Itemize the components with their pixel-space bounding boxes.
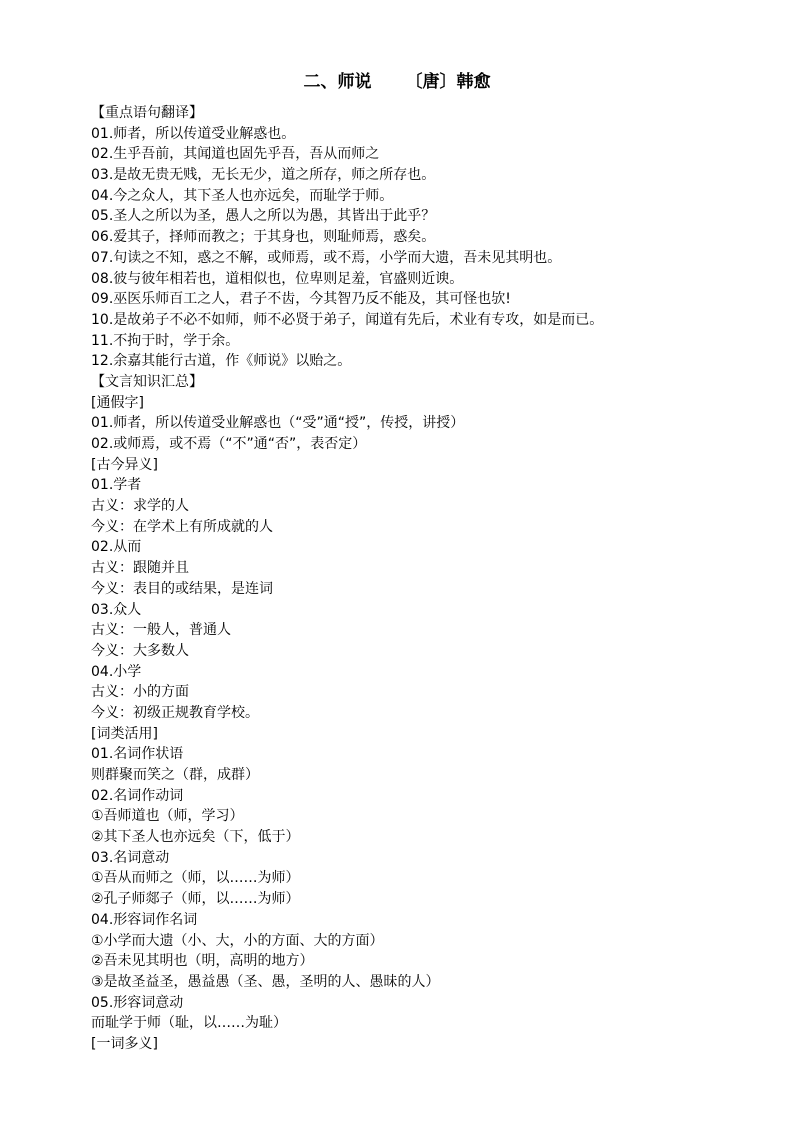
text-line: 01.学者 — [91, 477, 142, 494]
text-line: 04.形容词作名词 — [91, 911, 198, 928]
text-line: 03.众人 — [91, 601, 142, 618]
text-line: 04.今之众人，其下圣人也亦远矣，而耻学于师。 — [91, 187, 394, 204]
text-line: 01.师者，所以传道受业解惑也。 — [91, 125, 296, 142]
text-line: ②其下圣人也亦远矣（下，低于） — [91, 829, 300, 846]
text-line: ②吾未见其明也（明，高明的地方） — [91, 953, 314, 970]
text-line: 【重点语句翻译】 — [91, 105, 203, 121]
text-line: 11.不拘于时，学于余。 — [91, 332, 240, 349]
text-line: 02.或师焉，或不焉（“不”通“否”，表否定） — [91, 436, 367, 452]
text-line: [古今异义] — [91, 456, 158, 473]
text-line: 今义：初级正规教育学校。 — [91, 704, 259, 721]
text-line: ①吾师道也（师，学习） — [91, 808, 244, 825]
text-line: 古义：小的方面 — [91, 684, 189, 701]
text-line: [通假字] — [91, 394, 144, 411]
text-line: 今义：表目的或结果，是连词 — [91, 580, 273, 597]
text-line: ②孔子师郯子（师，以……为师） — [91, 891, 300, 908]
document-body — [91, 103, 731, 1055]
text-line: 古义：跟随并且 — [91, 560, 189, 577]
page-title — [0, 70, 794, 94]
text-line: ③是故圣益圣，愚益愚（圣、愚，圣明的人、愚昧的人） — [91, 973, 440, 990]
text-line: 02.生乎吾前，其闻道也固先乎吾，吾从而师之 — [91, 146, 380, 163]
text-line: 01.名词作状语 — [91, 746, 184, 763]
text-line: [词类活用] — [91, 725, 158, 742]
text-line: 04.小学 — [91, 663, 142, 680]
text-line: 古义：求学的人 — [91, 498, 189, 515]
text-line: 03.名词意动 — [91, 849, 170, 866]
text-line: 则群聚而笑之（群，成群） — [91, 767, 259, 783]
text-line: 01.师者，所以传道受业解惑也（“受”通“授”，传授，讲授） — [91, 415, 465, 432]
text-line: 06.爱其子，择师而教之；于其身也，则耻师焉，惑矣。 — [91, 229, 436, 246]
text-line: 【文言知识汇总】 — [91, 373, 203, 390]
title-main: 二、师说 — [303, 72, 372, 92]
text-line: 古义：一般人，普通人 — [91, 622, 231, 639]
text-line: 05.形容词意动 — [91, 994, 184, 1011]
text-line: 07.句读之不知，惑之不解，或师焉，或不焉，小学而大遗，吾未见其明也。 — [91, 249, 562, 266]
text-line: 今义：在学术上有所成就的人 — [91, 518, 273, 535]
text-line: 12.余嘉其能行古道，作《师说》以贻之。 — [91, 353, 352, 370]
text-line: 05.圣人之所以为圣，愚人之所以为愚，其皆出于此乎？ — [91, 208, 436, 225]
text-line: ①小学而大遗（小、大，小的方面、大的方面） — [91, 932, 384, 949]
text-line: 09.巫医乐师百工之人，君子不齿，今其智乃反不能及，其可怪也欤! — [91, 291, 511, 308]
title-author: 〔唐〕韩愈 — [405, 72, 491, 92]
text-line: 而耻学于师（耻，以……为耻） — [91, 1015, 287, 1032]
text-line: 10.是故弟子不必不如师，师不必贤于弟子，闻道有先后，术业有专攻，如是而已。 — [91, 311, 604, 328]
text-line: 08.彼与彼年相若也，道相似也，位卑则足羞，官盛则近谀。 — [91, 270, 464, 287]
text-line: [一词多义] — [91, 1035, 158, 1052]
text-line: 03.是故无贵无贱，无长无少，道之所存，师之所存也。 — [91, 167, 436, 184]
text-line: 02.从而 — [91, 539, 142, 556]
text-line: 今义：大多数人 — [91, 642, 189, 659]
text-line: ①吾从而师之（师，以……为师） — [91, 870, 300, 887]
text-line: 02.名词作动词 — [91, 787, 184, 804]
